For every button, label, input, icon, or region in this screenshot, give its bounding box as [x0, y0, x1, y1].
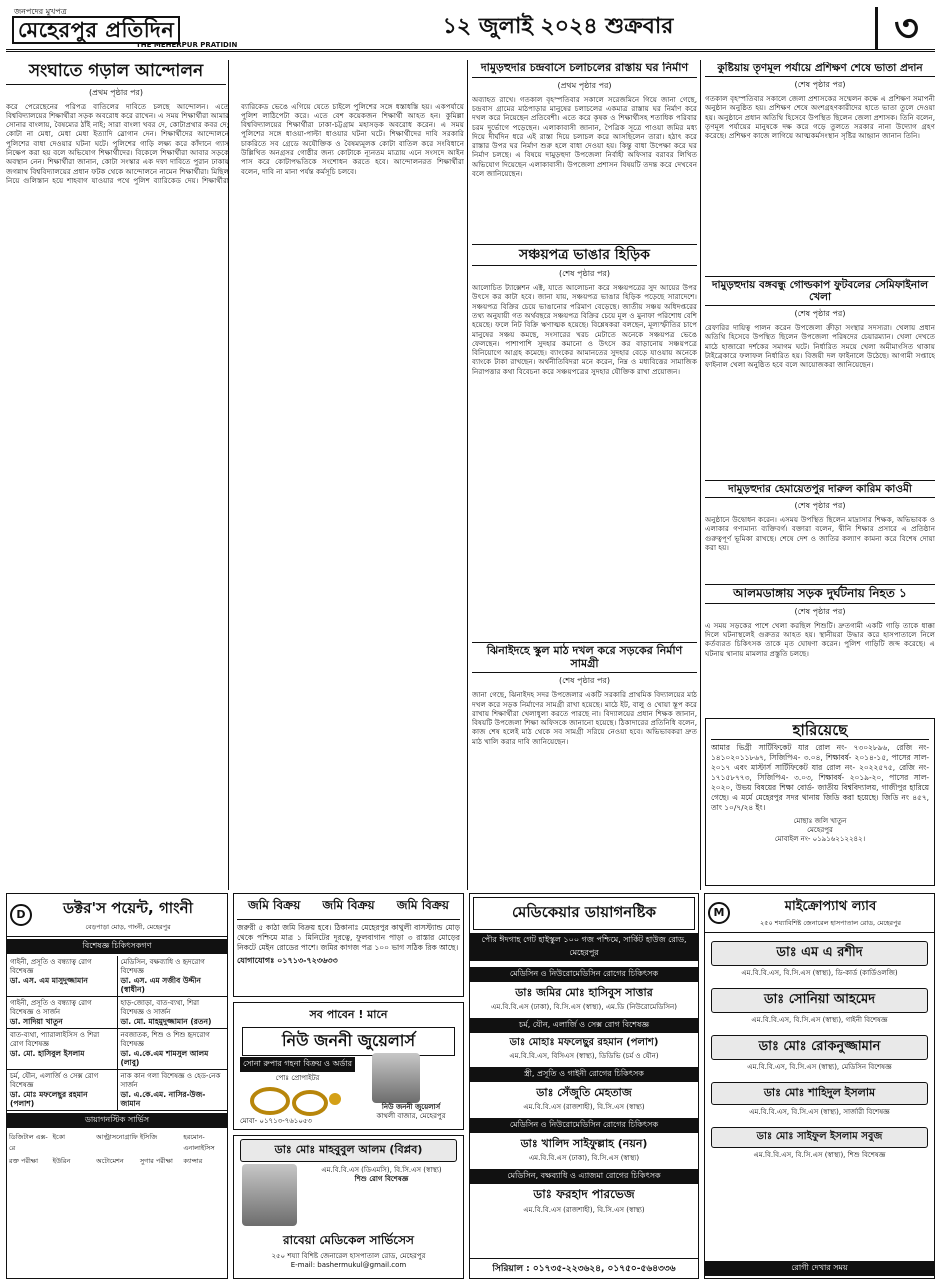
doctor-dept: মেডিসিন, বক্ষব্যাধি ও হৃদরোগ বিশেষজ্ঞ — [120, 958, 205, 975]
article-football — [705, 276, 935, 476]
ad-micropath-lab — [704, 893, 935, 1279]
rabeya-doctor: ডাঃ মোঃ মাহবুবুল আলম (বিপ্লব) — [240, 1139, 457, 1162]
section-label: চর্ম, যৌন, এলার্জি ও সেক্স রোগ বিশেষজ্ঞ — [470, 1018, 698, 1033]
masthead — [6, 6, 935, 52]
service-item: ইকো — [52, 1133, 66, 1141]
lab-doctor: ডাঃ এম এ রশীদ — [711, 941, 928, 966]
ad-subhead: বিশেষজ্ঞ চিকিৎসকগণ — [7, 939, 227, 954]
article-headline: ঝিনাইদহে স্কুল মাঠ দখল করে সড়কের নির্মাণ সামগ্রী — [472, 642, 697, 673]
newspaper-name-en: THE MEHERPUR PRATIDIN — [136, 40, 238, 49]
jewellers-phone: মোবা- ০১৭১৩-৭৬১০৫৩ — [240, 1117, 312, 1125]
section-doctor: ডাঃ মোহাঃ মফলেছুর রহমান (পলাশ) — [509, 1037, 659, 1048]
service-item: ডিজিটাল এক্স-রে — [9, 1133, 48, 1152]
article-continuation: (শেষ পৃষ্ঠার পর) — [794, 501, 846, 511]
article-school-field — [472, 642, 697, 888]
land-title: জমি বিক্রয় — [396, 898, 449, 912]
section-doctor: ডাঃ ফরহাদ পারভেজ — [533, 1187, 635, 1201]
doctor-dept: গাইনী, প্রসূতি ও বন্ধ্যাত্ব রোগ বিশেষজ্ঞ — [10, 958, 92, 975]
doctor-dept: নবজাতক, শিশু ও শিশু হৃদরোগ বিশেষজ্ঞ — [120, 1031, 210, 1048]
service-item: অটোমেশন — [96, 1157, 124, 1165]
jewellers-owner: নিউ জননী জুয়েলার্স — [381, 1103, 441, 1111]
medicare-title: মেডিকেয়ার ডায়াগনষ্টিক — [473, 897, 695, 930]
rabeya-name: রাবেয়া মেডিকেল সার্ভিসেস — [283, 1233, 414, 1247]
lab-footer: রোগী দেখার সময় — [705, 1261, 934, 1276]
owner-photo — [372, 1053, 420, 1103]
services-title: ডায়াগনস্টিক সার্ভিস — [7, 1113, 227, 1128]
ad-address: বেড়পাড়া মোড়, গাংনী, মেহেরপুর — [85, 923, 171, 931]
section-info: এম.বি.বি.এস, বিসিএস (স্বাস্থ্য), ডিডিভি (চর্ম ও যৌন) — [509, 1052, 659, 1060]
doctor-name: ডা. এ.কে.এম শামসুল আলম (লাবু) — [120, 1049, 209, 1067]
land-title: জমি বিক্রয় — [248, 898, 301, 912]
article-body: এ সময় সড়কের পাশে খেলা করছিল শিশুটি। দ্রুতগামী একটি গাড়ি তাকে ধাক্কা দিলে ঘটনাস্থলেই গুরুতর আহত হয়। স্থানীয়রা উদ্ধার করে হাসপাতালে নিলে কর্তব্যরত চিকিৎসক তাকে মৃত ঘোষণা করেন। পুলিশ গাড়িটি জব্দ করেছে। এ ঘটনায় থানায় মামলার প্রস্তুতি চলছে। — [705, 620, 935, 658]
lab-doctor-info: এম.বি.বি.এস, বি.সি.এস (স্বাস্থ্য), সার্জারী বিশেষজ্ঞ — [749, 1108, 890, 1116]
rabeya-email: E-mail: bashermukul@gmail.com — [290, 1261, 407, 1269]
lab-doctor: ডাঃ মোঃ শাহিদুল ইসলাম — [711, 1082, 928, 1105]
article-headline: কুষ্টিয়ায় তৃণমূল পর্যায়ে প্রশিক্ষণ শেষে ভাতা প্রদান — [705, 62, 935, 77]
lab-doctor: ডাঃ সোনিয়া আহমেদ — [711, 988, 928, 1013]
lost-body: আমার ভিগ্রী সার্টিফিকেট যার রোল নং- ৭৩০২৮৯৬, রেজি নং- ১৪১০২০১১৮৬৭, সিজিপিএ- ৩.০৪, শিক্ষাবর্ষ- ২০১৪-১৫, পাসের সাল- ২০১৭ এবং মাস্টার্স সার্টিফিকেট যার রোল নং- ২০২২৫৭৫, রেজি নং- ১৭১৫৮৭৭৩, সিজিপিএ- ৩.০৩, শিক্ষাবর্ষ- ২০১৯-২০, পাসের সাল- ২০২০, উভয় বিষয়ের শিক্ষা বোর্ড- জাতীয় বিশ্ববিদ্যালয়, গাজীপুর হারিয়ে গেছে। এ মর্মে মেহেরপুর সদর থানায় জিডি করা হয়েছে। জিডি নং ৪৫৭, তাং ১০/৭/২৪ ইং। — [711, 743, 929, 813]
article-headline: সঞ্চয়পত্র ভাঙার হিড়িক — [472, 244, 697, 266]
newspaper-name: মেহেরপুর প্রতিদিন — [12, 16, 180, 44]
ad-medicare — [469, 893, 699, 1279]
section-info: এম.বি.বি.এস (ঢাকা), বি.সি.এস (স্বাস্থ্য) — [528, 1154, 640, 1162]
column-divider — [700, 60, 701, 890]
section-label: মেডিসিন, বক্ষব্যাধি ও এ্যাজমা রোগের চিকিৎসক — [470, 1169, 698, 1184]
rabeya-dept: শিশু রোগ বিশেষজ্ঞ — [354, 1175, 409, 1183]
medicare-footer: সিরিয়াল : ০১৭৩৫-২২৩৬২৪, ০১৭৫০-৫৬৪৩৩৬ — [470, 1258, 698, 1278]
doctor-dept: নাক কান গলা বিশেষজ্ঞ ও হেড-নেক সার্জন — [120, 1072, 221, 1089]
section-label: স্ত্রী, প্রসূতি ও গাইনী রোগের চিকিৎসক — [470, 1067, 698, 1082]
lab-doctor-info: এম.বি.বি.এস, বি.সি.এস (স্বাস্থ্য), মেডিসিন বিশেষজ্ঞ — [747, 1063, 892, 1071]
jewellers-line2: পোঃ প্রোপাইটর — [275, 1074, 320, 1082]
article-headline: দামুড়হুদার চন্দ্রবাসে চলাচলের রাস্তায় ঘর নির্মাণ — [472, 62, 697, 78]
article-continuation: (শেষ পৃষ্ঠার পর) — [794, 606, 846, 616]
section-doctor: ডাঃ সেঁজুতি মেহতাজ — [536, 1086, 632, 1099]
jewellers-line1: সোনা রুপার গহনা বিক্রয় ও অর্ডার — [240, 1057, 355, 1072]
service-item: ইসিজি — [139, 1133, 158, 1141]
service-item: ক্যান্সার — [183, 1157, 203, 1165]
article-continuation: (শেষ পৃষ্ঠার পর) — [559, 676, 610, 686]
rabeya-degrees: এম.বি.বি.এস (ডিএমসি), বি.সি.এস (স্বাস্থ্য) — [321, 1166, 442, 1174]
article-continuation: (প্রথম পৃষ্ঠার পর) — [557, 80, 612, 90]
article-body: অব্যাহত রাখে। গতকাল বৃহস্পতিবার সকালে সরেজমিনে গিয়ে জানা গেছে, চন্দ্রবাস গ্রামের মাঠপাড়ার মানুষের চলাচলের একমাত্র রাস্তায় ঘর নির্মাণ করে দখল করে নিয়েছেন প্রতিবেশী। এতে করে কৃষক ও শিক্ষার্থীসহ শতাধিক পরিবার চরম দুর্ভোগে পড়েছেন। এলাকাবাসী জানান, পৈত্রিক সূত্রে পাওয়া জমির মধ্য দিয়ে দীর্ঘদিন ধরে এই রাস্তা দিয়ে চলাচল করে আসছিলেন তারা। হঠাৎ করে রাস্তার উপর ঘর নির্মাণ শুরু হলে বাধা দেওয়া হয়। কিন্তু বাধা উপেক্ষা করে ঘর নির্মাণ চলছে। এ বিষয়ে দামুড়হুদা উপজেলা নির্বাহী অফিসার বরাবর লিখিত অভিযোগ দিয়েছেন এলাকাবাসী। উপজেলা প্রশাসন বিষয়টি তদন্ত করে দেখবেন বলে জানিয়েছেন। — [472, 94, 697, 179]
article-body: করে পেরেছেনের পরিপত্র বাতিলের দাবিতে চলছে আন্দোলন। এতে বিশ্ববিদ্যালয়ের শিক্ষার্থীরা সড়ক অবরোধ করে রাখেন। এ সময় শিক্ষার্থীরা আমার সোনার বাংলায়, বৈষম্যের ঠাঁই নাই; সারা বাংলা খবর দে, কোটাপ্রথার কবর দে; কোটা না মেধা, মেধা মেধা ইত্যাদি স্লোগান দেন। শিক্ষার্থীদের আন্দোলনে পুলিশের বাধা দেওয়ার ঘটনা ঘটে। পুলিশের গাড়ি লক্ষ্য করে কাঁদানে গ্যাস নিক্ষেপ করা হয় বলে অভিযোগ শিক্ষার্থীদের। বিকেলে শিক্ষার্থীরা আবার সড়কে অবস্থান নেন। শিক্ষার্থীরা জানান, কোটা সংস্কার এক দফা দাবিতে পুরান ঢাকায় জগন্নাথ বিশ্ববিদ্যালয়ের প্রধান ফটক থেকে আন্দোলনে নামেন শিক্ষার্থীরা। মিছিল নিয়ে গুলিস্তান হয়ে শাহবাগ যাওয়ার পথে পুলিশ ব্যারিকেড দেয়। শিক্ষার্থীরা ব্যারিকেড ভেঙে এগিয়ে যেতে চাইলে পুলিশের সঙ্গে ধস্তাধস্তি হয়। একপর্যায়ে পুলিশ লাঠিপেটা করে। এতে বেশ কয়েকজন শিক্ষার্থী আহত হন। কুমিল্লা বিশ্ববিদ্যালয়ের শিক্ষার্থীরা ঢাকা-চট্টগ্রাম মহাসড়ক অবরোধ করেন। এ সময় পুলিশের সঙ্গে ধাওয়া-পাল্টা ধাওয়ার ঘটনা ঘটে। শিক্ষার্থীদের দাবি সরকারি চাকরিতে সব গ্রেডে অযৌক্তিক ও বৈষম্যমূলক কোটা বাতিল করে সংবিধানে উল্লিখিত অনগ্রসর গোষ্ঠীর জন্য কোটাকে ন্যূনতম মাত্রায় এনে সংসদে আইন পাস করে কোটাপদ্ধতিকে সংশোধন করতে হবে। আন্দোলনরত শিক্ষার্থীরা বলেন, দাবি না মানা পর্যন্ত কর্মসূচি চলবে। — [6, 101, 464, 185]
section-info: এম.বি.বি.এস (ঢাকা), বি.সি.এস (স্বাস্থ্য), এম.ডি (নিউরোমেডিসিন) — [491, 1003, 677, 1011]
newspaper-logo — [6, 6, 241, 50]
lost-name: মোছাঃ জলি খাতুন — [793, 817, 847, 826]
doctor-name: ডা. এ.কে.এম. নাসির-উজ-জামান — [120, 1090, 206, 1108]
article-headline: আলমডাঙ্গায় সড়ক দুর্ঘটনায় নিহত ১ — [705, 584, 935, 604]
lab-logo-icon: M — [708, 902, 730, 924]
ad-jewellers — [233, 1002, 464, 1130]
lab-doctor: ডাঃ মোঃ রোকনুজ্জামান — [711, 1035, 928, 1060]
service-item: সুগার পরীক্ষা — [139, 1157, 173, 1165]
section-label: মেডিসিন ও নিউরোমেডিসিন রোগের চিকিৎসক — [470, 1118, 698, 1133]
service-item: ইউরিন — [52, 1157, 71, 1165]
column-divider — [467, 60, 468, 890]
lab-doctor-info: এম.বি.বি.এস, বি.সি.এস (স্বাস্থ্য), শিশু বিশেষজ্ঞ — [753, 1151, 886, 1159]
lost-title: হারিয়েছে — [711, 722, 929, 740]
doctor-name: ডা. মো. মাহমুদুজ্জামান (রতন) — [120, 1017, 212, 1026]
article-headline: সংঘাতে গড়াল আন্দোলন — [6, 62, 226, 85]
doctor-dept: গাইনী, প্রসূতি ও বন্ধ্যাত্ব রোগ বিশেষজ্ঞ ও সার্জন — [10, 999, 92, 1016]
ad-rabeya — [233, 1135, 464, 1279]
article-continuation: (প্রথম পৃষ্ঠার পর) — [88, 87, 144, 97]
lost-mobile: মোবাইল নং- ০১৯১৬২১২২৪২। — [774, 835, 866, 844]
article-accident — [705, 584, 935, 714]
article-training — [705, 62, 935, 272]
article-headline: দামুড়হুদার হেমায়েতপুর দারুল কারিম কাওমী — [705, 480, 935, 498]
article-agitation — [6, 62, 464, 888]
lost-notice — [705, 718, 935, 886]
lost-place: মেহেরপুর — [807, 826, 833, 835]
tagline: জনপদের মুখপত্র — [14, 6, 67, 16]
service-item: রক্ত পরীক্ষা — [9, 1157, 38, 1165]
lab-title: মাইক্রোপ্যাথ ল্যাব — [784, 899, 877, 914]
jewellers-addr: কাথলী বাজার, মেহেরপুর — [376, 1112, 446, 1120]
article-continuation: (শেষ পৃষ্ঠার পর) — [559, 269, 610, 279]
doctor-dept: বাত-ব্যথা, প্যারালাইসিস ও শিরা রোগ বিশেষজ্ঞ — [10, 1031, 100, 1048]
doctor-name: ডা. মোঃ মফলেছুর রহমান (পলাশ) — [10, 1090, 88, 1108]
doctor-name: ডা. মো. হাসিবুল ইসলাম — [10, 1049, 85, 1058]
article-body: গতকাল বৃহস্পতিবার সকালে জেলা প্রশাসকের সম্মেলন কক্ষে এ প্রশিক্ষণ সমাপনী অনুষ্ঠান অনুষ্ঠিত হয়। প্রশিক্ষণ শেষে অংশগ্রহণকারীদের হাতে ভাতা তুলে দেওয়া হয়। অনুষ্ঠানে প্রধান অতিথি হিসেবে উপস্থিত ছিলেন জেলা প্রশাসক। তিনি বলেন, তৃণমূল পর্যায়ের মানুষকে দক্ষ করে গড়ে তুলতে সরকার নানা উদ্যোগ গ্রহণ করেছে। প্রশিক্ষণ কাজে লাগিয়ে আত্মকর্মসংস্থান সৃষ্টির আহ্বান জানান তিনি। — [705, 94, 935, 141]
article-savings — [472, 244, 697, 639]
hospital-logo-icon: D — [10, 904, 32, 926]
rabeya-address: ২৫০ শয্যা বিশিষ্ট জেনারেল হাসপাতাল রোড, মেহেরপুর — [271, 1252, 426, 1260]
land-title: জমি বিক্রয় — [322, 898, 375, 912]
doctor-name: ডা. এস. এম মাসুদুজ্জামান — [10, 976, 88, 985]
section-label: মেডিসিন ও নিউরোমেডিসিন রোগের চিকিৎসক — [470, 967, 698, 982]
lab-doctor: ডাঃ মোঃ সাইফুল ইসলাম সবুজ — [711, 1127, 928, 1148]
article-headline: দামুড়হুদায় বঙ্গবন্ধু গোল্ডকাপ ফুটবলের সেমিফাইনাল খেলা — [705, 276, 935, 306]
dateline: ১২ জুলাই ২০২৪ শুক্রবার — [442, 14, 674, 39]
section-doctor: ডাঃ খালিদ সাইফুল্লাহ (নয়ন) — [520, 1137, 648, 1150]
lab-address: ২৫০ শয্যাবিশিষ্ট জেনারেল হাসপাতাল রোড, মেহেরপুর — [760, 919, 901, 927]
section-doctor: ডাঃ জমির মোঃ হাসিবুস সাত্তার — [515, 986, 653, 999]
article-body: অনুষ্ঠানে উদ্বোধন করেন। এসময় উপস্থিত ছিলেন মাদ্রাসার শিক্ষক, অভিভাবক ও এলাকার গণ্যমান্য ব্যক্তিবর্গ। বক্তারা বলেন, দ্বীনি শিক্ষার প্রসারে এ প্রতিষ্ঠান গুরুত্বপূর্ণ ভূমিকা রাখছে। শেষে দেশ ও জাতির কল্যাণ কামনা করে বিশেষ দোয়া করা হয়। — [705, 515, 935, 552]
article-body: আলোচিত ট্যাক্সেশন এক্ট, যাতে আলোচনা করে সঞ্চয়পত্রের সুদ আয়ের উপর উৎসে কর কাটা হবে। জানা যায়, সঞ্চয়পত্র ভাঙার হিড়িক পড়েছে সারাদেশে। সঞ্চয়পত্র বিক্রির চেয়ে ভাঙানোর পরিমাণ বেড়েছে। জাতীয় সঞ্চয় অধিদপ্তরের তথ্য অনুযায়ী গত অর্থবছরে সঞ্চয়পত্র বিক্রির চেয়ে মূল ও মুনাফা পরিশোধ বেশি হয়েছে। ফলে নিট বিক্রি ঋণাত্মক হয়েছে। বিশ্লেষকরা বলছেন, মূল্যস্ফীতির চাপে মানুষের সঞ্চয় কমছে, সংসারের খরচ মেটাতে অনেকে সঞ্চয়পত্র ভেঙে ফেলছেন। পাশাপাশি সুদহার কমানো ও উৎসে কর বাড়ানোয় সঞ্চয়পত্রে বিনিয়োগে আগ্রহ কমেছে। ব্যাংকের আমানতের সুদহার বেড়ে যাওয়ায় অনেকে ব্যাংকে টাকা রাখছেন। অর্থনীতিবিদরা মনে করেন, নিম্ন ও মধ্যবিত্তের সামাজিক নিরাপত্তার কথা বিবেচনা করে সঞ্চয়পত্রের সুদহার যৌক্তিক রাখা প্রয়োজন। — [472, 283, 697, 376]
article-continuation: (শেষ পৃষ্ঠার পর) — [794, 80, 846, 90]
doctor-name: ডা. এস. এম সজীব উদ্দীন (স্বাধীন) — [120, 976, 201, 994]
land-body: জরুরী ৫ কাঠা জমি বিক্রয় হবে। ঠিকানাঃ মেহেরপুর কাথুলী বাসস্ট্যান্ড মোড় থেকে পশ্চিমে মাত্র ১ মিনিটের দূরত্বে, ফুলবাগান পাড়া ৩ রাস্তার মোড়ের নিকটে মেইন রোডের পাশে। জমির কাগজ পত্র ১০০ ভাগ সঠিক রিক আছে। — [237, 923, 460, 952]
ad-title: ডক্টর'স পয়েন্ট, গাংনী — [63, 899, 193, 917]
ad-doctors-point — [6, 893, 228, 1279]
ad-land-sale — [233, 893, 464, 997]
article-body: রেফারির দায়িত্ব পালন করেন উপজেলা ক্রীড়া সংস্থার সদস্যরা। খেলায় প্রধান অতিথি হিসেবে উপস্থিত ছিলেন উপজেলা পরিষদের চেয়ারম্যান। খেলা দেখতে মাঠে হাজারো দর্শকের সমাগম ঘটে। নির্ধারিত সময়ে খেলা অমীমাংসিত থাকায় টাইব্রেকারে ফলাফল নির্ধারিত হয়। বিজয়ী দল ফাইনালে উঠেছে। আগামী সপ্তাহে ফাইনাল খেলা অনুষ্ঠিত হবে বলে আয়োজকরা জানিয়েছেন। — [705, 323, 935, 370]
section-info: এম.বি.বি.এস (রাজশাহী), বি.সি.এস (স্বাস্থ্য) — [523, 1103, 645, 1111]
section-info: এম.বি.বি.এস (রাজশাহী), বি.সি.এস (স্বাস্থ্য) — [523, 1206, 645, 1214]
service-item: আল্ট্রাসনোগ্রাফি — [96, 1133, 138, 1141]
jewellers-top: সব পাবেন ! মানে — [309, 1008, 388, 1021]
services-list — [7, 1130, 227, 1169]
jewellers-name: নিউ জননী জুয়েলার্স — [242, 1027, 455, 1056]
article-body: জানা গেছে, ঝিনাইদহ সদর উপজেলার একটি সরকারি প্রাথমিক বিদ্যালয়ের মাঠ দখল করে সড়ক নির্মাণের সামগ্রী রাখা হয়েছে। মাঠে ইট, বালু ও খোয়া স্তূপ করে রাখায় শিক্ষার্থীরা খেলাধুলা করতে পারছে না। বিদ্যালয়ের প্রধান শিক্ষক জানান, বিষয়টি উপজেলা শিক্ষা অফিসকে জানানো হয়েছে। ঠিকাদারের প্রতিনিধি বলেন, কাজ শেষ হলেই মাঠ থেকে সব সামগ্রী সরিয়ে নেওয়া হবে। অভিভাবকরা দ্রুত মাঠ খালি করার দাবি জানিয়েছেন। — [472, 690, 697, 746]
lab-doctor-info: এম.বি.বি.এস, বি.সি.এস (স্বাস্থ্য), ডি-কার্ড (কার্ডিওলজি) — [741, 969, 898, 977]
doctor-name: ডা. সাদিয়া খাতুন — [10, 1017, 63, 1026]
doctor-dept: হাড়-জোড়া, বাত-ব্যথা, শিরা বিশেষজ্ঞ ও সার্জন — [120, 999, 200, 1016]
article-continuation: (শেষ পৃষ্ঠার পর) — [794, 309, 846, 319]
doctor-photo — [242, 1164, 297, 1226]
service-item: হরমোন-এনালাইসিস — [183, 1133, 215, 1152]
medicare-address: পৌর ঈদগাহ গেট হাইস্কুল ১০০ গজ পশ্চিমে, সার্কিট হাউজ রোড, মেহেরপুর — [470, 933, 698, 961]
page-number: ৩ — [875, 7, 935, 49]
article-madrasa — [705, 480, 935, 580]
article-road-house — [472, 62, 697, 242]
lab-doctor-info: এম.বি.বি.এস, বি.সি.এস (স্বাস্থ্য), গাইনী বিশেষজ্ঞ — [751, 1016, 888, 1024]
doctor-dept: চর্ম, যৌন, এলার্জি ও সেক্স রোগ বিশেষজ্ঞ — [10, 1072, 99, 1089]
land-contact: যোগাযোগঃ ০১৭১৩-৭২৩৬৩৩ — [237, 956, 338, 965]
